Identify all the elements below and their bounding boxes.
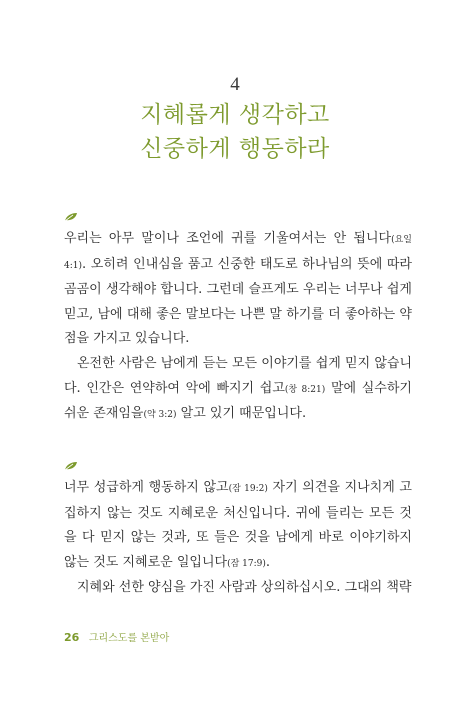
book-title: 그리스도를 본받아 bbox=[88, 633, 170, 644]
leaf-icon bbox=[64, 461, 78, 471]
section-1-text bbox=[64, 227, 412, 428]
paragraph bbox=[64, 352, 412, 428]
paragraph bbox=[64, 227, 412, 352]
text-run: 지혜와 선한 양심을 가진 사람과 상의하십시오. 그대의 책략 bbox=[77, 580, 412, 596]
text-run: . bbox=[265, 554, 271, 570]
scripture-reference: (창 8:21) bbox=[284, 384, 326, 395]
text-run: 알고 있기 때문입니다. bbox=[176, 406, 307, 422]
text-run: 너무 성급하게 행동하지 않고 bbox=[64, 480, 229, 495]
paragraph bbox=[64, 476, 412, 576]
page-footer bbox=[64, 629, 169, 644]
chapter-number: 4 bbox=[230, 74, 240, 95]
page-number: 26 bbox=[64, 631, 80, 644]
scripture-reference: (요일 4:1) bbox=[64, 235, 412, 271]
paragraph bbox=[64, 576, 412, 601]
text-run: 온전한 사람은 남에게 듣는 모든 이야기를 쉽게 믿지 않습니다. 인간은 연약하여 악에 빠지기 쉽고 bbox=[64, 355, 412, 396]
text-run: 우리는 아무 말이나 조언에 귀를 기울여서는 안 됩니다 bbox=[64, 231, 392, 246]
leaf-icon bbox=[64, 212, 78, 222]
scripture-reference: (잠 17:9) bbox=[227, 558, 266, 569]
text-run: . 오히려 인내심을 품고 신중한 태도로 하나님의 뜻에 따라 곰곰이 생각해야 합니다. 그런데 슬프게도 우리는 너무나 쉽게 믿고, 남에 대해 좋은 말보다는 나쁜 말 하기를 더 좋아하는 약점을 가지고 있습니다. bbox=[64, 256, 412, 347]
chapter-title-line-2: 신중하게 행동하라 bbox=[140, 136, 330, 162]
scripture-reference: (약 3:2) bbox=[143, 410, 177, 421]
text-run: 말에 실수하기 쉬운 존재임을 bbox=[64, 380, 412, 422]
section-2-text bbox=[64, 476, 412, 601]
text-run: 자기 의견을 지나치게 고집하지 않는 것도 지혜로운 처신입니다. 귀에 들리는 모든 것을 다 믿지 않는 것과, 또 들은 것을 남에게 바로 이야기하지 않는 것도 지혜로운 일입니다 bbox=[64, 480, 412, 570]
chapter-title bbox=[0, 98, 470, 166]
chapter-title-line-1: 지혜롭게 생각하고 bbox=[140, 102, 330, 128]
scripture-reference: (잠 19:2) bbox=[228, 484, 268, 494]
